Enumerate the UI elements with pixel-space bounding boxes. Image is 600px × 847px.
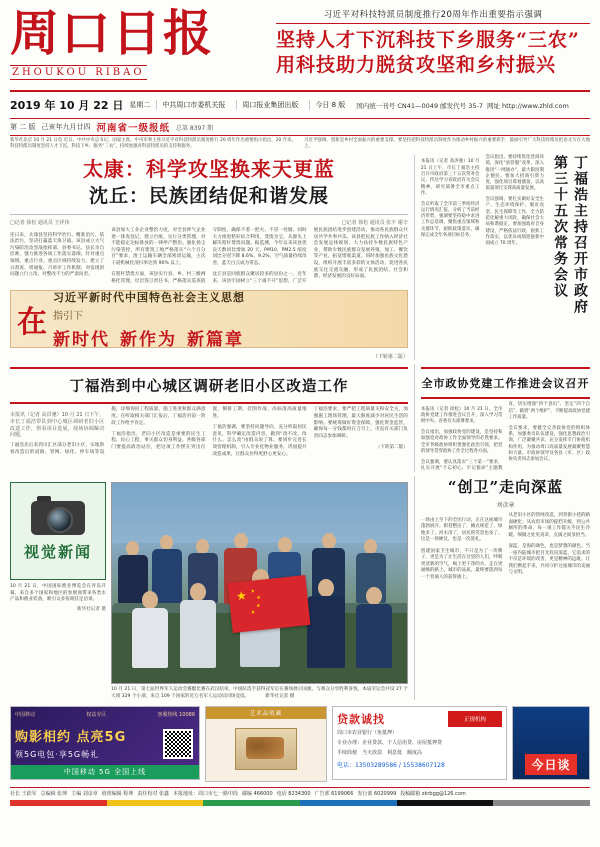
- section2-right-body: [421, 402, 590, 472]
- footer-seg-1: 总编辑 张坤: [40, 791, 68, 797]
- left-column: [10, 155, 408, 360]
- ad-loan-service[interactable]: [332, 706, 507, 780]
- footer-seg-3: 值班编辑 程坤: [101, 791, 134, 797]
- meta-issn: 国内统一刊号 CN41—0049 邮发代号 35-7: [356, 101, 483, 110]
- main-photo: [111, 482, 408, 684]
- lunar-date: 己亥年九月廿四: [41, 123, 91, 131]
- photo-left-caption: 10 月 21 日，中国国际渔业博览会在青岛开幕，来自多个国家和地区的参展商带来各类水产品和渔业装备，吸引众多客商驻足洽谈。: [10, 584, 106, 602]
- issue-number: 第 二 版: [10, 123, 36, 131]
- ad1-tag: 权益专区: [86, 712, 107, 718]
- ad-mobile-5g[interactable]: [10, 706, 200, 780]
- publication-date: 2019 年 10 月 22 日: [10, 99, 124, 112]
- poem-para-b: 创建国家卫生城市，不只是为了一块牌子，更是为了让生活在这里的人们，呼吸更清新的空气，喝上更干净的水，走在更通畅的路上。城市的品质，最终要落到每一个普通人的获得感上。: [420, 548, 503, 580]
- note-0: 新华社北京 10 月 21 日电 近日，中共中央总书记、国家主席、中央军委主席习近平对科技特派员制度推行 20 周年作出重要指示指出，20 年来，科技特派员制度坚持人才下沉、科技下乡、服务“三农”，持续加强对科技特派员的支持和服务。: [10, 138, 296, 149]
- footer-seg-6: 邮编 466000: [241, 791, 273, 797]
- footer-seg-4: 责任校对 张鑫: [137, 791, 169, 797]
- right-story-wrap: [421, 155, 590, 325]
- poem-para-c: 从老旧小区的管网改造，到背街小巷的路面硬化；从农贸市场的提档升级，到公共厕所的革命，每一项工作都关乎民生冷暖。细微之处见真章，点滴之间显担当。: [508, 513, 590, 538]
- crowd-illustration: [112, 483, 407, 683]
- divider: [10, 367, 408, 369]
- byline-right: □记者 徐松 通讯员 张丰 谢辛: [341, 220, 408, 226]
- main-columns: [10, 155, 590, 360]
- poem-para-a: 一场由上至下的全民行动，正在这座城市蓬勃展开。街巷整洁了，摊点规范了，绿地多了，河水清了，居民的笑容也多了。这是一场硬仗，也是一次洗礼。: [420, 517, 503, 543]
- masthead-meta: [356, 101, 568, 110]
- story2-headline[interactable]: 沈丘：民族团结促和谐发展: [88, 185, 329, 207]
- masthead-lead-story: [276, 6, 590, 78]
- photo-row: [10, 482, 408, 700]
- footer-seg-8: 广告部 6199066: [314, 791, 354, 797]
- publication-weekday: 星期二: [129, 101, 151, 109]
- right-para-c: 会议指出，要持续优化营商环境，深化“放管服”改革，深入推进“一网通办”，最大限度利企便民。要加大招商引资力度，强化项目谋划储备，以高质量项目支撑高质量发展。: [485, 155, 544, 192]
- poem-body: [421, 513, 590, 584]
- lead-headline-1: 坚持人才下沉科技下乡服务“三农”: [276, 29, 580, 51]
- china-flag: ★ ★ ★ ★ ★: [228, 575, 311, 633]
- poem-block: [414, 476, 590, 700]
- continuation-note: （下转第二版）: [372, 354, 408, 361]
- footer-seg-10[interactable]: 投稿邮箱 zkrbgg@126.com: [400, 791, 466, 797]
- ad3-badge: 正规机构: [448, 711, 502, 727]
- today-talk-label: 今日谈: [525, 754, 576, 775]
- ad2-header: 艺术品收藏: [206, 707, 326, 719]
- banner-tag-3: 新篇章: [187, 329, 244, 349]
- ad1-title: 购影相约 点亮5G: [15, 730, 127, 745]
- banner-line-2: 指引下: [53, 310, 83, 322]
- bottom-ad-strip: [10, 706, 590, 782]
- date-cell-2: 今日 8 版: [309, 100, 350, 110]
- right-column: [414, 155, 590, 360]
- section2-left-headline[interactable]: 丁福浩到中心城区调研老旧小区改造工作: [69, 378, 349, 396]
- section2-left-body: [10, 407, 408, 458]
- lead-para-a: 连日来，太康县坚持科学治污、精准治污、依法治污，坚决打赢蓝天保卫战。该县成立大气污染防治攻坚战指挥部，县委书记、县长亲自挂帅，强力推进各项工作落实落细。针对重点领域、重点行业、重点区域持续发力，建立了日督查、周通报、月讲评工作机制，对发现的问题立行立改，对整改不力的严肃问责。: [10, 232, 105, 278]
- ad3-line-1: 手续简便 当天放款 利息低 额度高: [337, 750, 423, 756]
- poem-author: 刘彦章: [496, 502, 515, 510]
- s2-right-a: 本报讯（记者 徐松）10 月 21 日，全市政协党建工作推进会议召开，深入学习贯彻中央、省委有关部署要求。: [420, 406, 503, 425]
- story1-headline[interactable]: 太康：科学攻坚换来天更蓝: [82, 157, 335, 181]
- masthead: [10, 6, 590, 86]
- photo-section: [10, 476, 590, 700]
- photo-left-block: [10, 476, 408, 700]
- divider: [421, 397, 590, 399]
- lead-para-b: 该县加大工业企业整治力度，对全县涉气企业逐一排查登记，建立台账，实行分类管理，对不能稳定达标排放的一律停产整治。强化扬尘污染管控，所有建筑工地严格落实“六个百分百”要求，渣土运输车辆全部密闭运输，主次干道机械化清扫率达到 90% 以上。: [111, 228, 206, 266]
- sub-bar: [10, 119, 590, 136]
- ad1-band: 中国移动 5G 全国上线: [11, 765, 199, 779]
- meta-url[interactable]: 网址 http://www.zhld.com: [486, 101, 569, 110]
- section2-left-byline: 本报讯（记者 高洪驰）10 月 21 日下午，市长丁福浩带队到中心城区调研老旧小区改造工作，察看项目进展，现场协调解决问题。: [10, 412, 105, 439]
- camera-icon: [31, 501, 85, 535]
- divider: [10, 214, 408, 215]
- color-calibration-strip: [10, 800, 590, 806]
- date-cell-0: 中共周口市委机关报: [156, 100, 230, 110]
- banner-tag-1: 新时代: [53, 329, 110, 349]
- lead-body: [10, 228, 408, 285]
- s2-left-b: 丁福浩指出，老旧小区改造是重要的民生工程、民心工程，事关群众切身利益。各级各部门要提高政治站位，把这项工作摆在突出位置，倒排工期、挂图作战，高标准高质量推进。: [111, 407, 307, 450]
- vision-news-logo: [10, 482, 106, 580]
- right-para-b: 会议听取了全市前三季度经济运行情况汇报，分析了当前经济形势，强调要坚持稳中求进工作总基调，聚焦重点领域和关键环节，狠抓政策落实，确保完成全年各项目标任务。: [420, 201, 480, 239]
- lead-headline-2: 用科技助力脱贫攻坚和乡村振兴: [276, 54, 557, 76]
- poem-para-d: 深蓝，是海的颜色，也是梦想的颜色。当一座内陆城市把目光投向深蓝，它追求的不仅是环境的改善，更是精神的远航。让我们携起手来，共同守护这座城市的美丽与文明。: [508, 544, 590, 576]
- right-para-a: 本报讯（记者 高洪驰）10 月 21 日上午，市长丁福浩主持召开市政府第三十五次常务会议，传达学习省政府有关会议精神，研究部署全市重点工作。: [420, 159, 480, 196]
- section-two-left: [10, 364, 408, 472]
- divider: [421, 367, 590, 369]
- newspaper-title: 周口日报: [10, 4, 215, 62]
- s2-right-d: 会议要求，要健全完善政协党的组织体系，加强委员队伍建设，强化思想政治引领，广泛凝聚共识，充分发挥专门协商机构作用，为推动周口高质量发展凝聚智慧和力量。市政协领导及各县（市、区）政协负责同志参加会议。: [508, 425, 590, 463]
- banner-char: 在: [17, 305, 47, 341]
- footer-seg-9: 发行部 6020999: [357, 791, 397, 797]
- banner-line-1: 习近平新时代中国特色社会主义思想: [53, 290, 245, 304]
- vision-news-label: 视觉新闻: [23, 542, 92, 561]
- byline-left: □记者 徐松 通讯员 王祥伟: [10, 220, 70, 226]
- photo-left-credit: 新华社记者 摄: [76, 607, 106, 613]
- artwork-thumbnail: [235, 728, 297, 770]
- province-badge: 河南省一级报纸: [96, 123, 170, 134]
- footer-seg-5: 本报地址：周口市七一路中段: [172, 791, 238, 797]
- s2-left-c: 丁福浩强调，要坚持问题导向，充分听取居民意见，科学确定改造内容，做到“改不改、改什么、怎么改”由群众说了算。要同步完善长效管理机制，引入专业化物业服务，巩固提升改造成果，让群众住得更舒心更安心。: [212, 425, 307, 457]
- s2-right-b: 会议指出，加强政协党的建设，是坚持和加强党对政协工作全面领导的必然要求。全市各级政协组织要强化政治引领，把党的领导贯穿政协工作全过程各方面。: [420, 430, 503, 454]
- footer-seg-2: 主编 刘彦章: [71, 791, 98, 797]
- footer-seg-7: 电话 8234300: [276, 791, 311, 797]
- lead-kicker: 习近平对科技特派员制度推行20周年作出重要指示强调: [276, 8, 590, 24]
- divider: [10, 402, 408, 404]
- ad1-hotline: 客服热线 10086: [157, 712, 195, 718]
- section-two: [10, 364, 590, 472]
- ad-art-collection[interactable]: [205, 706, 327, 782]
- lead-para-c: 在秸秆禁烧方面，该县实行县、乡、村三级网格化管理，层层签订责任书，严格落实巡查值守制度，确保不着一把火、不冒一处烟。同时大力推进秸秆综合利用，变废为宝，从源头上解决秸秆焚烧问题。据监测，今年以来该县优良天数同比增加 20 天，PM10、PM2.5 浓度同比分别下降 8.6%、9.2%，空气质量持续改善，蓝天白云成为常态。: [111, 228, 307, 284]
- vision-news-block: [10, 482, 106, 700]
- masthead-notes: [10, 138, 590, 150]
- page-footer: [10, 787, 590, 797]
- main-photo-caption: 10 月 21 日，第七届世界军人运动会赛艇比赛在武汉结束，中国队选手获得冠军后在赛场展示国旗，与观众分享胜利喜悦。本届军运会共设 27 个大项 329 个小项，来自 109 个国家的近万名军人运动员同场竞技。 新华社记者 摄: [111, 687, 408, 699]
- ad3-phone[interactable]: 电话：13503289586 / 15538607128: [337, 762, 445, 769]
- footer-seg-0: 社长 王跃军: [10, 791, 37, 797]
- lead-bylines: [10, 219, 408, 228]
- s2-left-a: 丁福浩先后来到川汇区部分老旧小区，实地察看改造后的道路、管网、绿化、停车场等设施，详细询问工程质量、施工进度和群众满意度。在听取相关部门汇报后，丁福浩对前一阶段工作给予肯定。: [10, 407, 206, 455]
- lead-para-d: 沈丘县是回族群众聚居较多的县份之一。近年来，该县牢固树立“三个离不开”思想，广泛开展民族团结进步创建活动，推动各民族群众共居共学共事共乐。该县把民族工作纳入经济社会发展总体规划，大力扶持少数民族特色产业，帮助少数民族群众发展养殖、加工、餐饮等产业，拓宽增收渠道。同时加强民族文化建设，组织开展丰富多彩的文体活动，促进各民族交往交流交融，形成了民族团结、社会和谐、经济发展的良好局面。: [212, 228, 408, 284]
- date-bar: [10, 90, 590, 119]
- ad3-line-0: 专业办理：企业贷款、个人信用贷、房屋抵押贷: [337, 740, 443, 746]
- ad1-sub: 领5G电包·享5G畅礼: [15, 750, 100, 759]
- date-cell-1: 周口报业集团出版: [236, 100, 303, 110]
- thought-campaign-banner[interactable]: [10, 290, 408, 348]
- ad3-title: 贷款诚找: [337, 713, 385, 726]
- right-para-d: 会议强调，要扎实做好安全生产、生态环境保护、脱贫攻坚、民生保障等工作，全力防范化解重大风险，确保社会大局和谐稳定。要加强政府自身建设，严格依法行政，狠抓工作落实，以优异成绩迎接新中国成立 70 周年。: [485, 197, 544, 247]
- banner-tag-2: 新作为: [120, 329, 177, 349]
- ad1-brand: 中国移动: [15, 712, 36, 718]
- ad3-subtitle: 周口市农业银行（免抵押）: [337, 730, 398, 736]
- section-two-right: [414, 364, 590, 472]
- s2-right-c: 会议强调，要认真落实“三个第一”要求，扎实开展“不忘初心、牢记使命”主题教育，切实增强“四个意识”、坚定“四个自信”、做到“两个维护”，不断提高政协党建工作质量。: [420, 402, 590, 471]
- masthead-title-block: [10, 6, 268, 80]
- today-talk-block[interactable]: [512, 706, 590, 780]
- section2-right-headline[interactable]: 全市政协党建工作推进会议召开: [421, 377, 590, 391]
- newspaper-pinyin: ZHOUKOU RIBAO: [12, 67, 145, 78]
- poem-title[interactable]: “创卫”走向深蓝: [447, 478, 564, 497]
- right-story-body: [421, 155, 544, 325]
- s2-left-d: 丁福浩要求，要严把工程质量关和安全关，加强施工现场管理，最大限度减少对居民生活的影响。要统筹做好资金保障，强化资金监管，确保每一分钱都用在刀刃上。市直有关部门负责同志参加调研。: [313, 407, 408, 439]
- note-1: 习近平强调，创新是乡村全面振兴的重要支撑。要坚持把科技特派员制度作为推动乡村振兴的重要抓手，鼓励引导广大科技特派员把论文写在大地上。: [304, 138, 590, 149]
- qr-code-icon[interactable]: [163, 729, 193, 759]
- total-issue: 总第 8397 期: [175, 124, 214, 132]
- s2-left-end: （下转第二版）: [375, 444, 408, 450]
- right-story-headline[interactable]: 丁福浩主持召开市政府第三十五次常务会议: [552, 155, 588, 315]
